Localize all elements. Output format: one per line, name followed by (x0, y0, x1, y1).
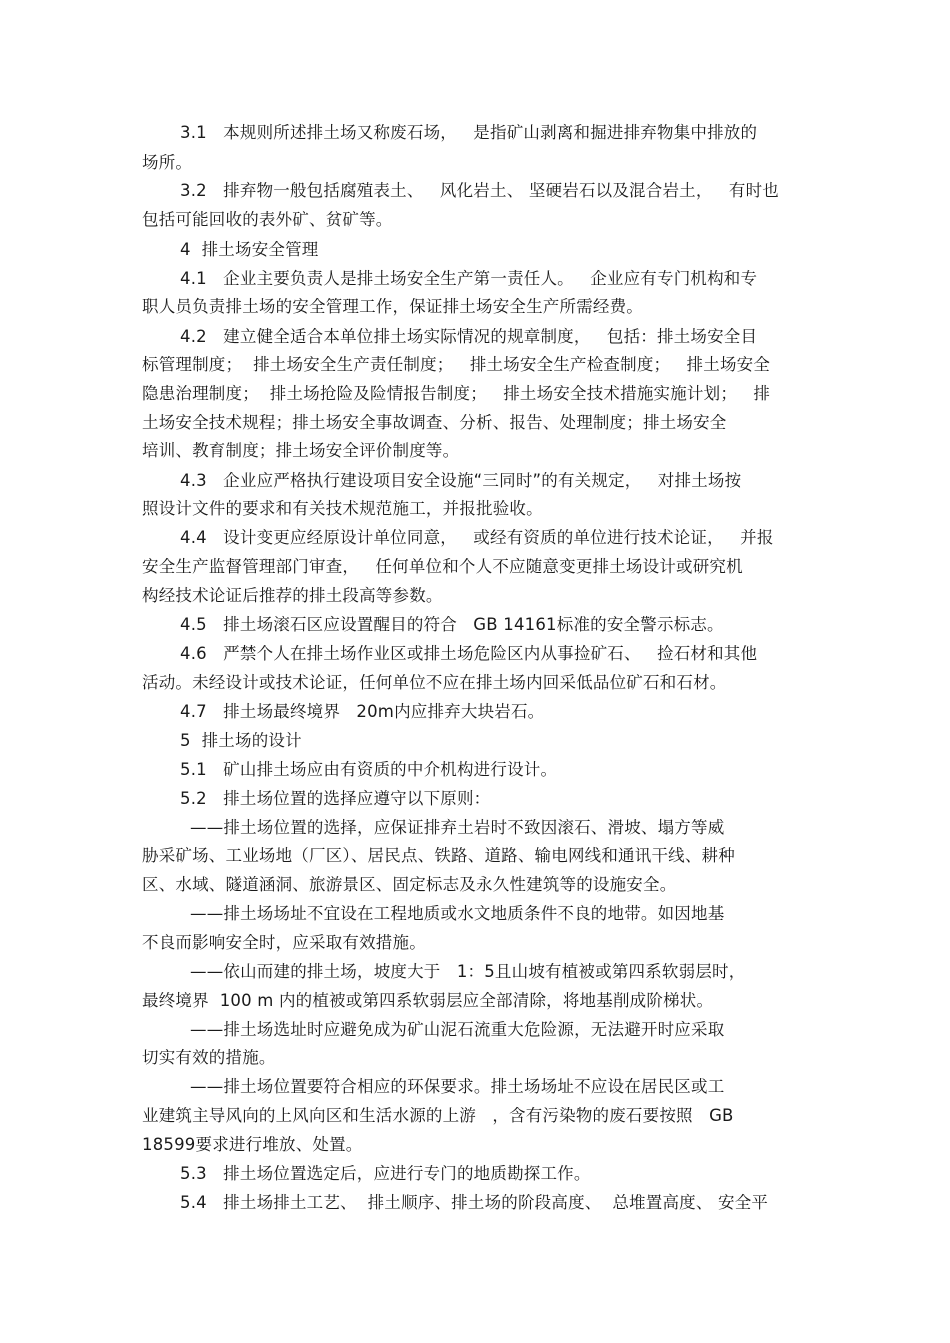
text-line: 安全生产监督管理部门审查， 任何单位和个人不应随意变更排土场设计或研究机 (142, 557, 743, 576)
section-heading: 5 排土场的设计 (180, 731, 302, 750)
text-line: 场所。 (142, 153, 193, 172)
text-line: 胁采矿场、工业场地（厂区）、居民点、铁路、道路、输电网线和通讯干线、耕种 (142, 846, 735, 865)
text-line: 业建筑主导风向的上风向区和生活水源的上游 ，含有污染物的废石要按照 GB (142, 1106, 734, 1125)
text-line: 18599要求进行堆放、处置。 (142, 1135, 363, 1154)
text-line: 切实有效的措施。 (142, 1048, 276, 1067)
text-line: 职人员负责排土场的安全管理工作，保证排土场安全生产所需经费。 (142, 297, 643, 316)
text-line: 5.2 排土场位置的选择应遵守以下原则： (180, 789, 491, 808)
text-line: 5.3 排土场位置选定后，应进行专门的地质勘探工作。 (180, 1164, 591, 1183)
text-line: 4.7 排土场最终境界 20m内应排弃大块岩石。 (180, 702, 545, 721)
text-line: ——排土场选址时应避免成为矿山泥石流重大危险源，无法避开时应采取 (190, 1020, 725, 1039)
text-line: 4.4 设计变更应经原设计单位同意， 或经有资质的单位进行技术论证， 并报 (180, 528, 774, 547)
text-line: ——排土场位置的选择，应保证排弃土岩时不致因滚石、滑坡、塌方等威 (190, 818, 725, 837)
text-line: 3.1 本规则所述排土场又称废石场， 是指矿山剥离和掘进排弃物集中排放的 (180, 123, 758, 142)
text-line: 隐患治理制度； 排土场抢险及险情报告制度； 排土场安全技术措施实施计划； 排 (142, 384, 771, 403)
text-line: ——排土场场址不宜设在工程地质或水文地质条件不良的地带。如因地基 (190, 904, 725, 923)
text-line: 活动。未经设计或技术论证，任何单位不应在排土场内回采低品位矿石和石材。 (142, 673, 727, 692)
text-line: 4.5 排土场滚石区应设置醒目的符合 GB 14161标准的安全警示标志。 (180, 615, 724, 634)
text-line: 5.4 排土场排土工艺、 排土顺序、排土场的阶段高度、 总堆置高度、 安全平 (180, 1193, 769, 1212)
text-line: 照设计文件的要求和有关技术规范施工，并报批验收。 (142, 499, 543, 518)
text-line: 4.1 企业主要负责人是排土场安全生产第一责任人。 企业应有专门机构和专 (180, 269, 758, 288)
text-line: 包括可能回收的表外矿、贫矿等。 (142, 210, 393, 229)
text-line: 培训、教育制度；排土场安全评价制度等。 (142, 441, 460, 460)
text-line: 3.2 排弃物一般包括腐殖表土、 风化岩土、 坚硬岩石以及混合岩土， 有时也 (180, 181, 779, 200)
text-line: 不良而影响安全时，应采取有效措施。 (142, 933, 426, 952)
text-line: 最终境界 100 m 内的植被或第四系软弱层应全部清除，将地基削成阶梯状。 (142, 991, 714, 1010)
text-line: 土场安全技术规程；排土场安全事故调查、分析、报告、处理制度；排土场安全 (142, 413, 727, 432)
text-line: 4.3 企业应严格执行建设项目安全设施“三同时”的有关规定， 对排土场按 (180, 471, 742, 490)
text-line: 构经技术论证后推荐的排土段高等参数。 (142, 586, 443, 605)
text-line: ——排土场位置要符合相应的环保要求。排土场场址不应设在居民区或工 (190, 1077, 725, 1096)
section-heading: 4 排土场安全管理 (180, 240, 319, 259)
text-line: 区、水域、隧道涵洞、旅游景区、固定标志及永久性建筑等的设施安全。 (142, 875, 677, 894)
text-line: ——依山而建的排土场，坡度大于 1：5且山坡有植被或第四系软弱层时， (190, 962, 746, 981)
text-line: 标管理制度； 排土场安全生产责任制度； 排土场安全生产检查制度； 排土场安全 (142, 355, 771, 374)
text-line: 4.6 严禁个人在排土场作业区或排土场危险区内从事捡矿石、 捡石材和其他 (180, 644, 758, 663)
text-line: 5.1 矿山排土场应由有资质的中介机构进行设计。 (180, 760, 558, 779)
text-line: 4.2 建立健全适合本单位排土场实际情况的规章制度， 包括：排土场安全目 (180, 327, 758, 346)
